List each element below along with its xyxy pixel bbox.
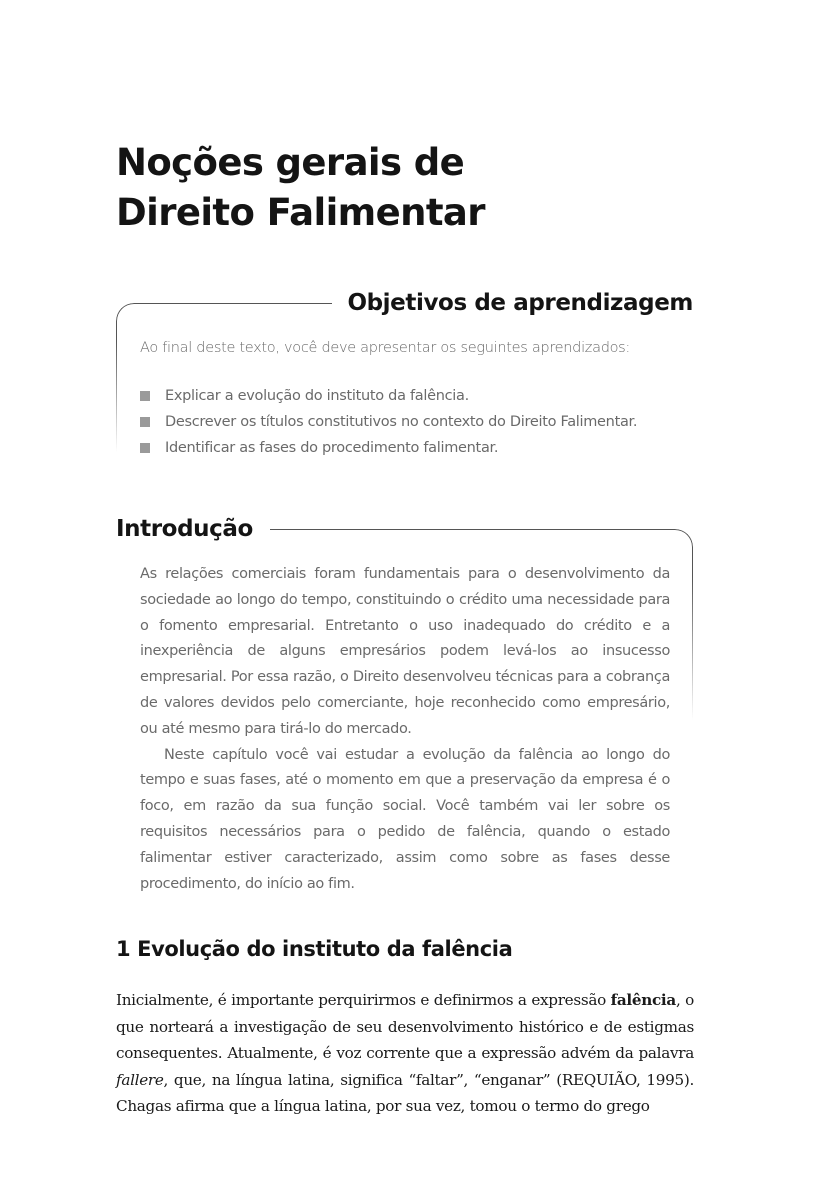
introduction-paragraph-2: Neste capítulo você vai estudar a evolução da falência ao longo do tempo e suas fases, até o momento em que a preservação da empresa é o foco, em razão da sua função social. Você também vai ler sobre os requisitos necessários para o pedido de falência, quando o estado falimentar estiver caracterizado, assim como sobre as fases desse procedimento, do início ao fim.	[140, 746, 670, 892]
objectives-heading: Objetivos de aprendizagem	[339, 286, 693, 320]
body-text-part: , que, na língua latina, significa “faltar”, “enganar” (REQUIÃO, 1995). Chagas afirma que a língua latina, por sua vez, tomou o termo do grego	[116, 1070, 694, 1115]
introduction-body	[140, 562, 670, 897]
chapter-title-line-2: Direito Falimentar	[116, 191, 485, 234]
body-text-bold-term: falência	[610, 991, 676, 1009]
square-bullet-icon	[140, 443, 150, 453]
body-text-italic-term: fallere	[116, 1070, 164, 1089]
objectives-intro: Ao final deste texto, você deve apresentar os seguintes aprendizados:	[140, 340, 631, 356]
introduction-heading: Introdução	[116, 512, 263, 546]
list-item	[140, 409, 700, 435]
objective-text: Explicar a evolução do instituto da falência.	[165, 388, 469, 404]
body-text-part: Inicialmente, é importante perquirirmos e definirmos a expressão	[116, 991, 611, 1009]
section-heading: 1 Evolução do instituto da falência	[116, 937, 513, 961]
square-bullet-icon	[140, 417, 150, 427]
objectives-list	[140, 383, 700, 461]
list-item	[140, 383, 700, 409]
chapter-title-line-1: Noções gerais de	[116, 141, 465, 184]
chapter-title	[116, 138, 716, 238]
objective-text: Descrever os títulos constitutivos no contexto do Direito Falimentar.	[165, 414, 638, 430]
introduction-paragraph-1: As relações comerciais foram fundamentais para o desenvolvimento da sociedade ao longo do tempo, constituindo o crédito uma necessidade para o fomento empresarial. Entretanto o uso inadequado do crédito e a inexperiência de alguns empresários podem levá-los ao insucesso empresarial. Por essa razão, o Direito desenvolveu técnicas para a cobrança de valores devidos pelo comerciante, hoje reconhecido como empresário, ou até mesmo para tirá-lo do mercado.	[140, 566, 670, 737]
square-bullet-icon	[140, 391, 150, 401]
body-text-part: , o que norteará a investigação de seu desenvolvimento histórico e de estigmas consequentes. Atualmente, é voz corrente que a expressão advém da palavra	[116, 991, 694, 1062]
section-body-paragraph	[116, 987, 694, 1120]
list-item	[140, 435, 700, 461]
objective-text: Identificar as fases do procedimento falimentar.	[165, 440, 499, 456]
